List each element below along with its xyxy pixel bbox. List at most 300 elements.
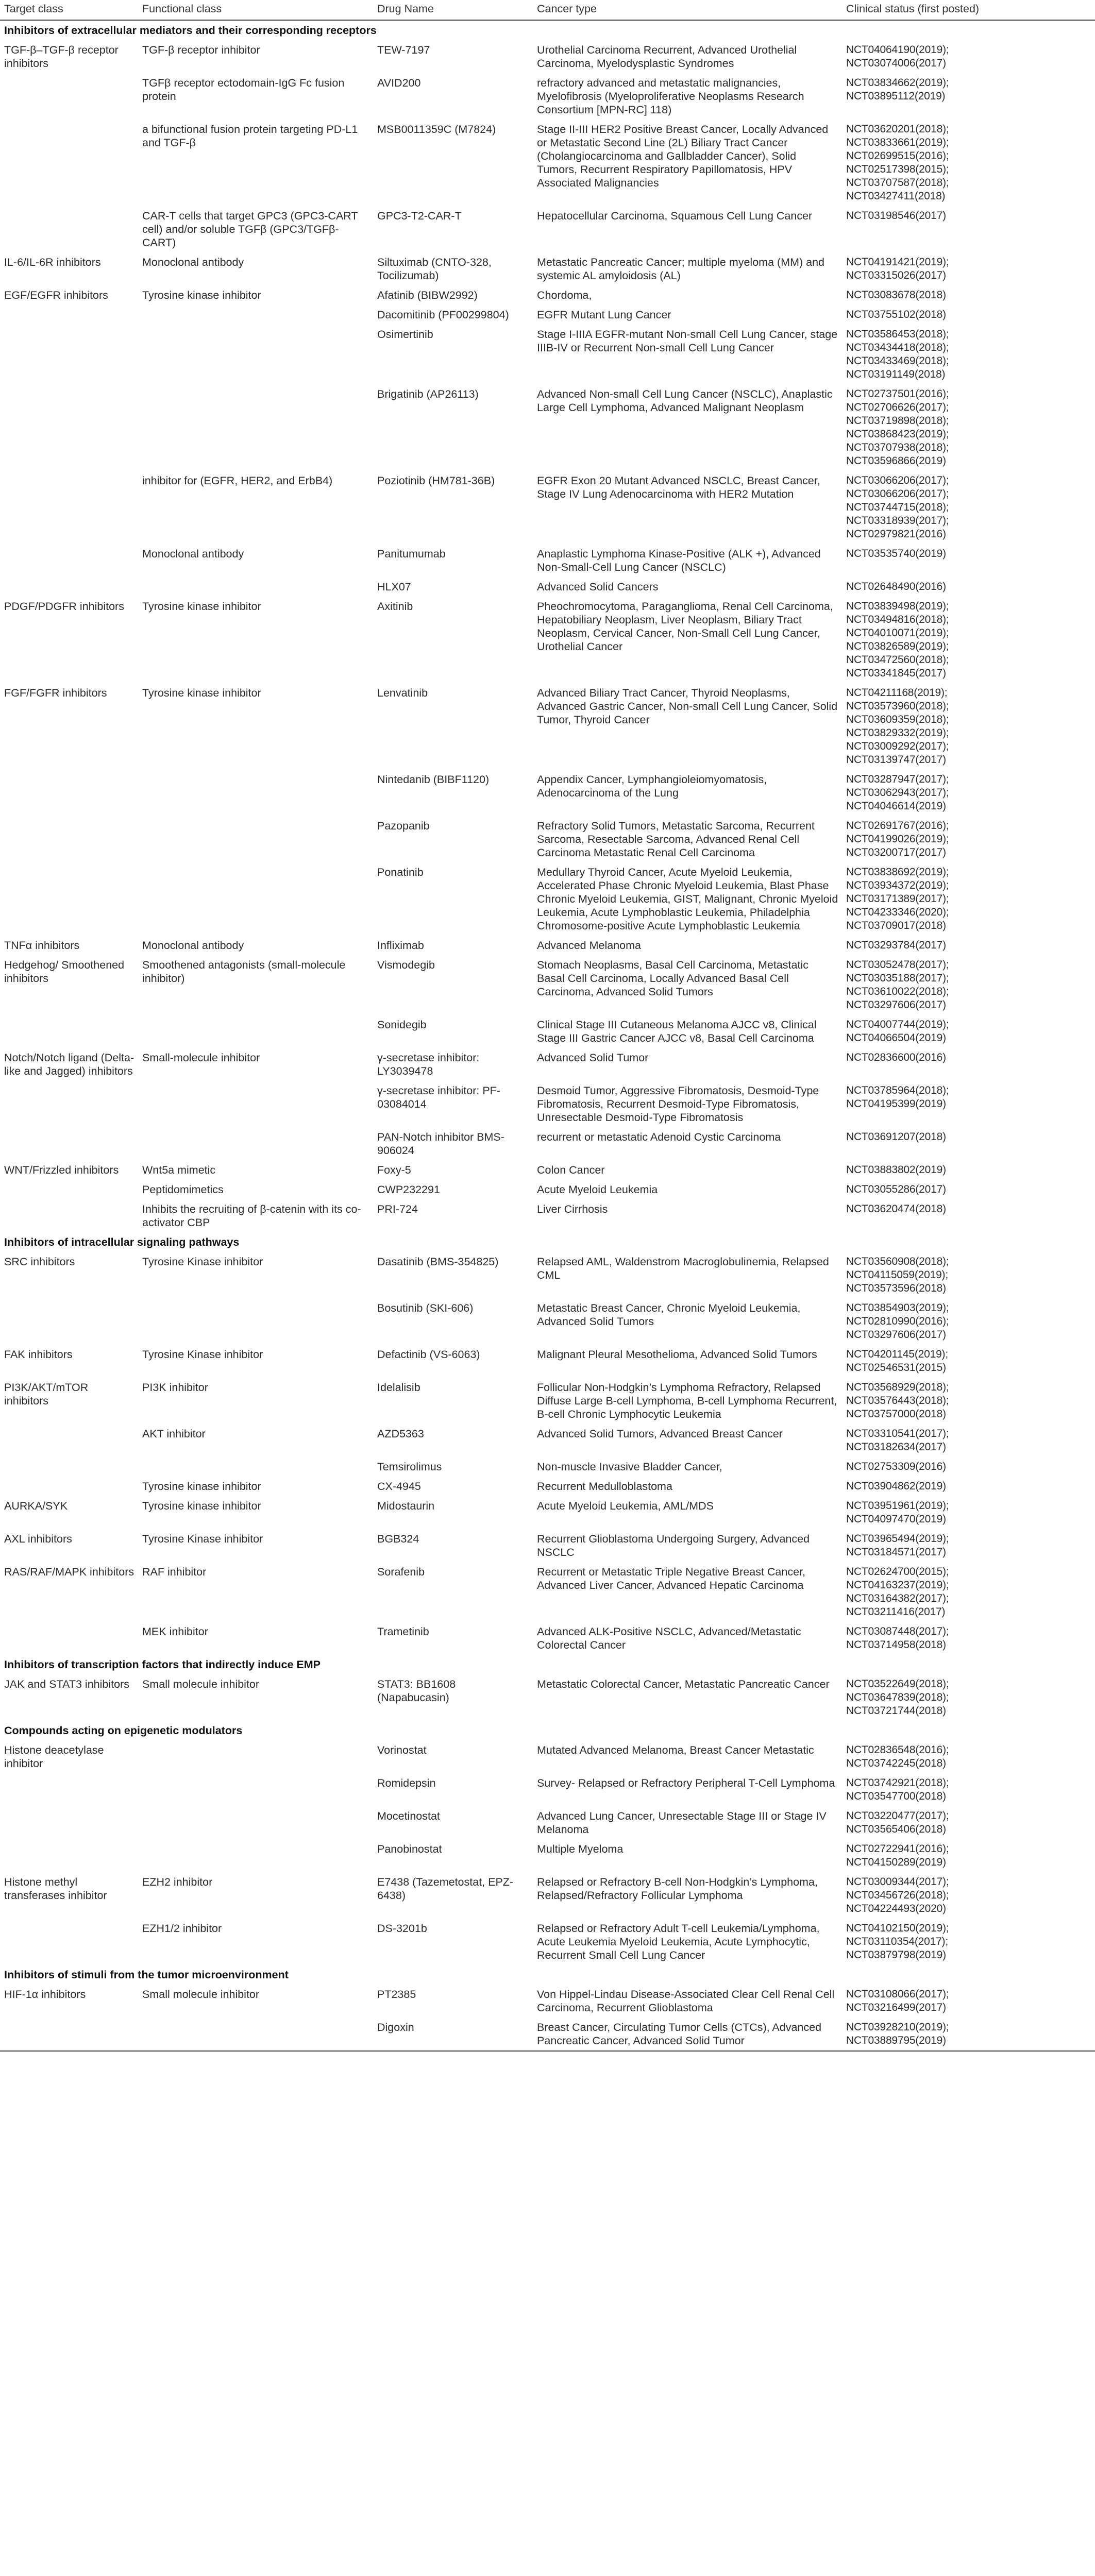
functional-class-cell — [138, 325, 373, 384]
table-row — [0, 1345, 1095, 1378]
functional-class-cell: EZH1/2 inhibitor — [142, 1922, 222, 1935]
functional-class-cell: TGF-β receptor inhibitor — [142, 44, 260, 56]
target-class-cell — [0, 305, 138, 325]
trial-id[interactable]: NCT03785964(2018); — [846, 1084, 949, 1096]
header-row — [0, 0, 1095, 20]
drug-name-cell: Nintedanib (BIBF1120) — [377, 773, 490, 786]
trial-id[interactable]: NCT04211168(2019); — [846, 687, 948, 699]
trial-id[interactable]: NCT03879798(2019) — [846, 1949, 946, 1961]
table-row — [0, 955, 1095, 1015]
target-class-cell — [0, 120, 138, 206]
cancer-type-cell: refractory advanced and metastatic malignancies, Myelofibrosis (Myeloproliferative Neoplasms Research Consortium [MPN-RC] 118) — [537, 77, 804, 116]
cancer-type-cell: Multiple Myeloma — [537, 1843, 624, 1855]
cancer-type-cell: Hepatocellular Carcinoma, Squamous Cell Lung Cancer — [537, 210, 813, 222]
trial-id[interactable]: NCT04163237(2019); — [846, 1579, 949, 1591]
trial-id[interactable]: NCT03854903(2019); — [846, 1302, 949, 1314]
trial-id[interactable]: NCT02706626(2017); — [846, 401, 949, 413]
trial-id[interactable]: NCT03110354(2017); — [846, 1936, 948, 1947]
trial-id[interactable]: NCT03609359(2018); — [846, 714, 949, 725]
trial-id[interactable]: NCT03035188(2017); — [846, 972, 949, 984]
trial-id[interactable]: NCT03211416(2017) — [846, 1606, 946, 1618]
functional-class-cell: Monoclonal antibody — [142, 256, 244, 268]
target-class-cell: FGF/FGFR inhibitors — [4, 687, 107, 699]
trial-id[interactable]: NCT03742921(2018); — [846, 1777, 949, 1789]
trial-id[interactable]: NCT03647839(2018); — [846, 1691, 949, 1703]
trial-id[interactable]: NCT03757000(2018) — [846, 1408, 946, 1420]
trial-id[interactable]: NCT03833661(2019); — [846, 137, 949, 148]
drug-name-cell: Vismodegib — [377, 959, 435, 971]
trial-id[interactable]: NCT03691207(2018) — [846, 1131, 946, 1143]
trial-id[interactable]: NCT02836600(2016) — [846, 1052, 946, 1063]
clinical-status-cell — [842, 1529, 1095, 1562]
drug-name-cell: TEW-7197 — [377, 44, 430, 56]
clinical-status-cell — [842, 1081, 1095, 1127]
drug-name-cell: Sorafenib — [377, 1566, 425, 1578]
cancer-type-cell: Stage I-IIIA EGFR-mutant Non-small Cell Lung Cancer, stage IIIB-IV or Recurrent Non-small Cell Lung Cancer — [537, 328, 838, 354]
section-header-row — [0, 20, 1095, 40]
clinical-status-cell — [842, 40, 1095, 73]
target-class-cell — [0, 1081, 138, 1127]
header-functional-class: Functional class — [138, 0, 373, 20]
trial-id[interactable]: NCT03009344(2017); — [846, 1876, 949, 1888]
section-header-row — [0, 1232, 1095, 1252]
cancer-type-cell: Mutated Advanced Melanoma, Breast Cancer Metastatic — [537, 1744, 814, 1756]
functional-class-cell — [138, 384, 373, 471]
trial-id[interactable]: NCT03494816(2018); — [846, 614, 949, 625]
trial-id[interactable]: NCT03139747(2017) — [846, 754, 946, 766]
functional-class-cell: PI3K inhibitor — [142, 1381, 208, 1394]
cancer-type-cell: Advanced Non-small Cell Lung Cancer (NSCLC), Anaplastic Large Cell Lymphoma, Advanced Malignant Neoplasm — [537, 388, 833, 414]
functional-class-cell: inhibitor for (EGFR, HER2, and ErbB4) — [142, 474, 333, 487]
trial-id[interactable]: NCT03310541(2017); — [846, 1428, 949, 1439]
trial-id[interactable]: NCT03829332(2019); — [846, 727, 949, 739]
trial-id[interactable]: NCT02624700(2015); — [846, 1566, 949, 1578]
drug-name-cell: Idelalisib — [377, 1381, 420, 1394]
target-class-cell — [0, 770, 138, 816]
trial-id[interactable]: NCT03009292(2017); — [846, 740, 949, 752]
trial-id[interactable]: NCT03087448(2017); — [846, 1625, 949, 1637]
table-row — [0, 471, 1095, 544]
trial-id[interactable]: NCT03576443(2018); — [846, 1395, 949, 1406]
trial-id[interactable]: NCT03707587(2018); — [846, 177, 949, 189]
clinical-status-cell — [842, 770, 1095, 816]
trial-id[interactable]: NCT03573960(2018); — [846, 700, 949, 712]
drug-name-cell: Dacomitinib (PF00299804) — [377, 309, 509, 321]
cancer-type-cell: Advanced Lung Cancer, Unresectable Stage III or Stage IV Melanoma — [537, 1810, 827, 1836]
trial-id[interactable]: NCT03216499(2017) — [846, 2002, 946, 2013]
trial-id[interactable]: NCT03934372(2019); — [846, 879, 949, 891]
target-class-cell — [0, 384, 138, 471]
trial-id[interactable]: NCT04224493(2020) — [846, 1903, 946, 1914]
drug-name-cell: CWP232291 — [377, 1183, 440, 1196]
target-class-cell: Notch/Notch ligand (Delta-like and Jagged) inhibitors — [4, 1052, 134, 1077]
trial-id[interactable]: NCT03620201(2018); — [846, 123, 949, 135]
trial-id[interactable]: NCT02979821(2016) — [846, 528, 946, 540]
trial-id[interactable]: NCT03965494(2019); — [846, 1533, 949, 1545]
trial-id[interactable]: NCT03573596(2018) — [846, 1282, 946, 1294]
table-row — [0, 73, 1095, 120]
table-row — [0, 577, 1095, 597]
header-drug-name: Drug Name — [373, 0, 533, 20]
trial-id[interactable]: NCT03456726(2018); — [846, 1889, 949, 1901]
cancer-type-cell: Recurrent or Metastatic Triple Negative Breast Cancer, Advanced Liver Cancer, Advanced Hepatic Carcinoma — [537, 1566, 805, 1591]
trial-id[interactable]: NCT02737501(2016); — [846, 388, 949, 400]
trial-id[interactable]: NCT04010071(2019); — [846, 627, 949, 639]
target-class-cell: Hedgehog/ Smoothened inhibitors — [4, 959, 125, 985]
clinical-status-cell — [842, 73, 1095, 120]
trial-id[interactable]: NCT03164382(2017); — [846, 1592, 949, 1604]
drug-name-cell: Afatinib (BIBW2992) — [377, 289, 478, 301]
cancer-type-cell: Stomach Neoplasms, Basal Cell Carcinoma, Metastatic Basal Cell Carcinoma, Locally Advanced Basal Cell Carcinoma, Advanced Solid Tumors — [537, 959, 808, 998]
target-class-cell — [0, 206, 138, 252]
section-header-row — [0, 1721, 1095, 1740]
drug-name-cell: Defactinib (VS-6063) — [377, 1348, 480, 1361]
trial-id[interactable]: NCT04064190(2019); — [846, 44, 949, 56]
functional-class-cell: Tyrosine kinase inhibitor — [142, 289, 261, 301]
functional-class-cell — [138, 770, 373, 816]
trial-id[interactable]: NCT03904862(2019) — [846, 1480, 946, 1492]
table-row — [0, 1674, 1095, 1721]
clinical-status-cell — [842, 1252, 1095, 1298]
trial-id[interactable]: NCT03318939(2017); — [846, 515, 949, 527]
cancer-type-cell: Relapsed or Refractory B-cell Non-Hodgkin’s Lymphoma, Relapsed/Refractory Follicular Lymphoma — [537, 1876, 818, 1902]
table-row — [0, 1496, 1095, 1529]
trial-id[interactable]: NCT04199026(2019); — [846, 833, 949, 845]
trial-id[interactable]: NCT04191421(2019); — [846, 256, 949, 268]
table-row — [0, 1919, 1095, 1965]
target-class-cell: AURKA/SYK — [4, 1500, 68, 1512]
trial-id[interactable]: NCT04102150(2019); — [846, 1922, 949, 1934]
functional-class-cell — [138, 1773, 373, 1806]
table-row — [0, 597, 1095, 683]
cancer-type-cell: EGFR Exon 20 Mutant Advanced NSCLC, Breast Cancer, Stage IV Lung Adenocarcinoma with HER2 Mutation — [537, 474, 820, 500]
clinical-status-cell — [842, 1180, 1095, 1199]
trial-id[interactable]: NCT03287947(2017); — [846, 773, 949, 785]
target-class-cell — [0, 471, 138, 544]
clinical-status-cell — [842, 206, 1095, 252]
functional-class-cell — [138, 816, 373, 862]
functional-class-cell — [138, 577, 373, 597]
drug-name-cell: E7438 (Tazemetostat, EPZ-6438) — [377, 1876, 514, 1902]
functional-class-cell: Tyrosine kinase inhibitor — [142, 687, 261, 699]
table-row — [0, 120, 1095, 206]
cancer-type-cell: Medullary Thyroid Cancer, Acute Myeloid Leukemia, Accelerated Phase Chronic Myeloid Leukemia, Blast Phase Chronic Myeloid Leukemia, GIST, Malignant, Chronic Myeloid Leukemia, Acute Lymphoblastic Leukemia, Philadelphia Chromosome-positive Acute Lymphoblastic Leukemia — [537, 866, 838, 932]
drug-name-cell: AZD5363 — [377, 1428, 424, 1440]
trial-id[interactable]: NCT03610022(2018); — [846, 986, 949, 997]
section-header-row — [0, 1965, 1095, 1985]
target-class-cell: JAK and STAT3 inhibitors — [4, 1678, 129, 1690]
trial-id[interactable]: NCT04007744(2019); — [846, 1019, 949, 1030]
cancer-type-cell: Von Hippel-Lindau Disease-Associated Clear Cell Renal Cell Carcinoma, Recurrent Glioblastoma — [537, 1988, 835, 2014]
table-row — [0, 1457, 1095, 1477]
trial-id[interactable]: NCT03707938(2018); — [846, 442, 949, 453]
trial-id[interactable]: NCT03620474(2018) — [846, 1203, 946, 1215]
drug-name-cell: Panitumumab — [377, 548, 446, 560]
trial-id[interactable]: NCT03052478(2017); — [846, 959, 949, 971]
drug-name-cell: γ-secretase inhibitor: PF-03084014 — [377, 1084, 500, 1110]
trial-id[interactable]: NCT04066504(2019) — [846, 1032, 946, 1044]
trial-id[interactable]: NCT03755102(2018) — [846, 309, 946, 320]
trial-id[interactable]: NCT03297606(2017) — [846, 1329, 946, 1341]
drug-name-cell: Panobinostat — [377, 1843, 442, 1855]
drug-name-cell: Infliximab — [377, 939, 424, 952]
cancer-type-cell: Malignant Pleural Mesothelioma, Advanced Solid Tumors — [537, 1348, 817, 1361]
functional-class-cell — [138, 1081, 373, 1127]
trial-id[interactable]: NCT03184571(2017) — [846, 1546, 946, 1558]
target-class-cell — [0, 1839, 138, 1872]
drug-name-cell: Poziotinib (HM781-36B) — [377, 474, 495, 487]
trial-id[interactable]: NCT03560908(2018); — [846, 1256, 949, 1267]
clinical-status-cell — [842, 936, 1095, 955]
functional-class-cell: AKT inhibitor — [142, 1428, 206, 1440]
functional-class-cell — [138, 862, 373, 936]
trial-id[interactable]: NCT03889795(2019) — [846, 2035, 946, 2046]
clinical-status-cell — [842, 1048, 1095, 1081]
functional-class-cell: Wnt5a mimetic — [142, 1164, 216, 1176]
cancer-type-cell: Pheochromocytoma, Paraganglioma, Renal Cell Carcinoma, Hepatobiliary Neoplasm, Liver Neoplasm, Biliary Tract Neoplasm, Cervical Cancer, Non-Small Cell Lung Cancer, Urothelial Cancer — [537, 600, 833, 653]
trial-id[interactable]: NCT03083678(2018) — [846, 289, 946, 301]
trial-id[interactable]: NCT03596866(2019) — [846, 455, 946, 467]
trial-id[interactable]: NCT03895112(2019) — [846, 90, 946, 102]
trial-id[interactable]: NCT04195399(2019) — [846, 1098, 946, 1110]
functional-class-cell — [138, 1806, 373, 1839]
functional-class-cell: Tyrosine kinase inhibitor — [142, 600, 261, 613]
trial-id[interactable]: NCT03182634(2017) — [846, 1441, 946, 1453]
functional-class-cell: Tyrosine Kinase inhibitor — [142, 1256, 263, 1268]
target-class-cell: Histone methyl transferases inhibitor — [4, 1876, 107, 1902]
functional-class-cell: Tyrosine kinase inhibitor — [142, 1480, 261, 1493]
table-row — [0, 862, 1095, 936]
trial-id[interactable]: NCT03838692(2019); — [846, 866, 949, 878]
target-class-cell: Histone deacetylase inhibitor — [4, 1744, 104, 1770]
trial-id[interactable]: NCT03293784(2017) — [846, 939, 946, 951]
trial-id[interactable]: NCT02517398(2015); — [846, 163, 949, 175]
trial-id[interactable]: NCT03062943(2017); — [846, 787, 949, 799]
trial-id[interactable]: NCT02810990(2016); — [846, 1315, 949, 1327]
cancer-type-cell: Survey- Relapsed or Refractory Peripheral T-Cell Lymphoma — [537, 1777, 835, 1789]
drug-name-cell: γ-secretase inhibitor: LY3039478 — [377, 1052, 480, 1077]
trial-id[interactable]: NCT03742245(2018) — [846, 1757, 946, 1769]
target-class-cell — [0, 1015, 138, 1048]
functional-class-cell: RAF inhibitor — [142, 1566, 207, 1578]
trial-id[interactable]: NCT03586453(2018); — [846, 328, 949, 340]
table-header — [0, 0, 1095, 20]
target-class-cell: PI3K/AKT/mTOR inhibitors — [4, 1381, 89, 1407]
drug-name-cell: GPC3-T2-CAR-T — [377, 210, 462, 222]
trial-id[interactable]: NCT03198546(2017) — [846, 210, 946, 222]
drug-name-cell: Midostaurin — [377, 1500, 435, 1512]
trial-id[interactable]: NCT03522649(2018); — [846, 1678, 949, 1690]
clinical-status-cell — [842, 1199, 1095, 1232]
trial-id[interactable]: NCT03341845(2017) — [846, 667, 946, 679]
functional-class-cell: Monoclonal antibody — [142, 548, 244, 560]
functional-class-cell — [138, 1298, 373, 1345]
cancer-type-cell: Urothelial Carcinoma Recurrent, Advanced Urothelial Carcinoma, Myelodysplastic Syndromes — [537, 44, 797, 70]
table-row — [0, 936, 1095, 955]
drug-name-cell: BGB324 — [377, 1533, 419, 1545]
clinical-status-cell — [842, 1127, 1095, 1160]
trial-id[interactable]: NCT03744715(2018); — [846, 501, 949, 513]
target-class-cell — [0, 1773, 138, 1806]
cancer-type-cell: Liver Cirrhosis — [537, 1203, 608, 1215]
trial-id[interactable]: NCT03472560(2018); — [846, 654, 949, 666]
table-row — [0, 325, 1095, 384]
trial-id[interactable]: NCT03171389(2017); — [846, 893, 949, 905]
functional-class-cell: TGFβ receptor ectodomain-IgG Fc fusion protein — [142, 77, 345, 103]
target-class-cell: HIF-1α inhibitors — [4, 1988, 86, 2001]
trial-id[interactable]: NCT03066206(2017); — [846, 488, 949, 500]
trial-id[interactable]: NCT03427411(2018) — [846, 190, 946, 202]
trial-id[interactable]: NCT02546531(2015) — [846, 1362, 946, 1374]
table-row — [0, 1199, 1095, 1232]
cancer-type-cell: Appendix Cancer, Lymphangioleiomyomatosis, Adenocarcinoma of the Lung — [537, 773, 767, 799]
trial-id[interactable]: NCT03535740(2019) — [846, 548, 946, 560]
section-title: Inhibitors of transcription factors that indirectly induce EMP — [4, 1658, 321, 1671]
drug-name-cell: Brigatinib (AP26113) — [377, 388, 479, 400]
cancer-type-cell: Advanced Melanoma — [537, 939, 641, 952]
functional-class-cell — [138, 2018, 373, 2051]
cancer-type-cell: EGFR Mutant Lung Cancer — [537, 309, 671, 321]
trial-id[interactable]: NCT03883802(2019) — [846, 1164, 946, 1176]
table-row — [0, 1160, 1095, 1180]
clinical-status-cell — [842, 1839, 1095, 1872]
clinical-status-cell — [842, 1424, 1095, 1457]
functional-class-cell: Small molecule inhibitor — [142, 1678, 260, 1690]
trial-id[interactable]: NCT03826589(2019); — [846, 640, 949, 652]
clinical-status-cell — [842, 1477, 1095, 1496]
functional-class-cell: CAR-T cells that target GPC3 (GPC3-CART cell) and/or soluble TGFβ (GPC3/TGFβ-CART) — [142, 210, 358, 249]
clinical-status-cell — [842, 1345, 1095, 1378]
functional-class-cell: Small-molecule inhibitor — [142, 1052, 260, 1064]
trial-id[interactable]: NCT02648490(2016) — [846, 581, 946, 592]
trial-id[interactable]: NCT03714958(2018) — [846, 1639, 946, 1651]
target-class-cell: WNT/Frizzled inhibitors — [4, 1164, 119, 1176]
drug-name-cell: MSB0011359C (M7824) — [377, 123, 496, 135]
trial-id[interactable]: NCT03568929(2018); — [846, 1381, 949, 1393]
drug-name-cell: Osimertinib — [377, 328, 433, 341]
clinical-status-cell — [842, 1457, 1095, 1477]
functional-class-cell: Monoclonal antibody — [142, 939, 244, 952]
clinical-status-cell — [842, 1740, 1095, 1773]
target-class-cell — [0, 1477, 138, 1496]
drug-name-cell: Sonidegib — [377, 1019, 427, 1031]
trial-id[interactable]: NCT03719898(2018); — [846, 415, 949, 427]
functional-class-cell: Inhibits the recruiting of β-catenin with its co-activator CBP — [142, 1203, 361, 1229]
target-class-cell — [0, 577, 138, 597]
drug-name-cell: Mocetinostat — [377, 1810, 440, 1822]
clinical-status-cell — [842, 862, 1095, 936]
drug-name-cell: AVID200 — [377, 77, 421, 89]
section-title: Compounds acting on epigenetic modulators — [4, 1724, 243, 1737]
clinical-status-cell — [842, 544, 1095, 577]
trial-id[interactable]: NCT03074006(2017) — [846, 57, 946, 69]
clinical-status-cell — [842, 1985, 1095, 2018]
clinical-status-cell — [842, 577, 1095, 597]
table-row — [0, 252, 1095, 285]
trial-id[interactable]: NCT03433469(2018); — [846, 355, 949, 367]
cancer-type-cell: Advanced Biliary Tract Cancer, Thyroid Neoplasms, Advanced Gastric Cancer, Non-small Cell Lung Cancer, Solid Tumor, Thyroid Cancer — [537, 687, 838, 726]
functional-class-cell: Peptidomimetics — [142, 1183, 224, 1196]
table-row — [0, 1562, 1095, 1622]
trial-id[interactable]: NCT03565406(2018) — [846, 1823, 946, 1835]
table-row — [0, 1985, 1095, 2018]
trial-id[interactable]: NCT02722941(2016); — [846, 1843, 949, 1855]
trial-id[interactable]: NCT03297606(2017) — [846, 999, 946, 1011]
clinical-status-cell — [842, 1622, 1095, 1655]
trial-id[interactable]: NCT04233346(2020); — [846, 906, 949, 918]
table-row — [0, 1622, 1095, 1655]
cancer-type-cell: Advanced ALK-Positive NSCLC, Advanced/Metastatic Colorectal Cancer — [537, 1625, 801, 1651]
trial-id[interactable]: NCT03066206(2017); — [846, 474, 949, 486]
trial-id[interactable]: NCT04097470(2019) — [846, 1513, 946, 1525]
trial-id[interactable]: NCT03055286(2017) — [846, 1183, 946, 1195]
cancer-type-cell: Colon Cancer — [537, 1164, 605, 1176]
cancer-type-cell: Desmoid Tumor, Aggressive Fibromatosis, Desmoid-Type Fibromatosis, Recurrent Desmoid-Type Fibromatosis, Unresectable Desmoid-Type Fibromatosis — [537, 1084, 819, 1124]
table-row — [0, 683, 1095, 770]
drug-name-cell: Lenvatinib — [377, 687, 428, 699]
trial-id[interactable]: NCT04046614(2019) — [846, 800, 946, 812]
trial-id[interactable]: NCT03868423(2019); — [846, 428, 949, 440]
trial-id[interactable]: NCT03928210(2019); — [846, 2021, 949, 2033]
table-row — [0, 384, 1095, 471]
drug-name-cell: PRI-724 — [377, 1203, 418, 1215]
drug-name-cell: Siltuximab (CNTO-328, Tocilizumab) — [377, 256, 492, 282]
trial-id[interactable]: NCT03721744(2018) — [846, 1705, 946, 1717]
trial-id[interactable]: NCT02691767(2016); — [846, 820, 949, 832]
trial-id[interactable]: NCT03839498(2019); — [846, 600, 949, 612]
target-class-cell: TNFα inhibitors — [4, 939, 80, 952]
table-row — [0, 1740, 1095, 1773]
trial-id[interactable]: NCT03709017(2018) — [846, 920, 946, 931]
trial-id[interactable]: NCT03220477(2017); — [846, 1810, 949, 1822]
trial-id[interactable]: NCT04150289(2019) — [846, 1856, 946, 1868]
drug-name-cell: HLX07 — [377, 581, 411, 593]
trial-id[interactable]: NCT03191149(2018) — [846, 368, 946, 380]
cancer-type-cell: Clinical Stage III Cutaneous Melanoma AJCC v8, Clinical Stage III Gastric Cancer AJCC v8, Basal Cell Carcinoma — [537, 1019, 817, 1044]
trial-id[interactable]: NCT03434418(2018); — [846, 342, 949, 353]
target-class-cell — [0, 2018, 138, 2051]
trial-id[interactable]: NCT03315026(2017) — [846, 269, 946, 281]
trial-id[interactable]: NCT02836548(2016); — [846, 1744, 949, 1756]
clinical-status-cell — [842, 384, 1095, 471]
clinical-status-cell — [842, 1496, 1095, 1529]
drug-name-cell: Ponatinib — [377, 866, 424, 878]
drug-name-cell: STAT3: BB1608 (Napabucasin) — [377, 1678, 456, 1704]
trial-id[interactable]: NCT03951961(2019); — [846, 1500, 949, 1512]
section-title: Inhibitors of stimuli from the tumor microenvironment — [4, 1969, 289, 1981]
functional-class-cell: Tyrosine Kinase inhibitor — [142, 1348, 263, 1361]
trial-id[interactable]: NCT03547700(2018) — [846, 1790, 946, 1802]
clinical-status-cell — [842, 1015, 1095, 1048]
trial-id[interactable]: NCT03200717(2017) — [846, 846, 946, 858]
trial-id[interactable]: NCT02699515(2016); — [846, 150, 949, 162]
trial-id[interactable]: NCT04201145(2019); — [846, 1348, 948, 1360]
clinical-status-cell — [842, 2018, 1095, 2051]
table-row — [0, 206, 1095, 252]
section-header-row — [0, 1655, 1095, 1674]
drug-name-cell: Romidepsin — [377, 1777, 436, 1789]
trial-id[interactable]: NCT03834662(2019); — [846, 77, 949, 89]
table-row — [0, 305, 1095, 325]
target-class-cell — [0, 1622, 138, 1655]
trial-id[interactable]: NCT03108066(2017); — [846, 1988, 949, 2000]
trial-id[interactable]: NCT02753309(2016) — [846, 1461, 946, 1472]
clinical-status-cell — [842, 1562, 1095, 1622]
trial-id[interactable]: NCT04115059(2019); — [846, 1269, 948, 1281]
target-class-cell: EGF/EGFR inhibitors — [4, 289, 108, 301]
table-row — [0, 1872, 1095, 1919]
functional-class-cell: Tyrosine Kinase inhibitor — [142, 1533, 263, 1545]
